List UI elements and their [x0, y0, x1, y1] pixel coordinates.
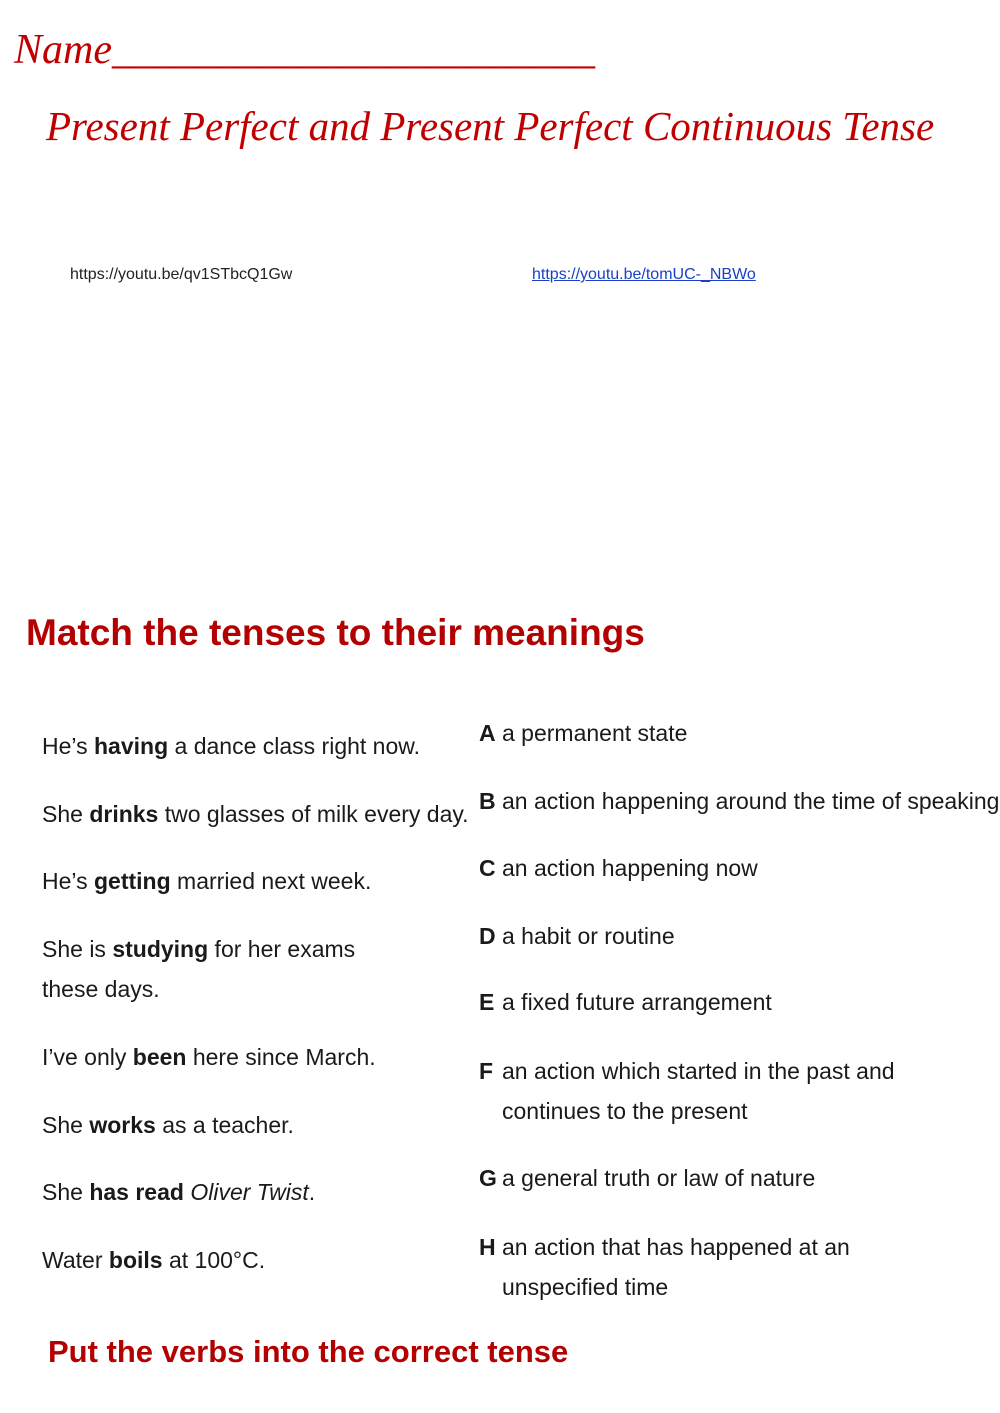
meaning-letter: A [479, 720, 496, 746]
sentence-text: married next week. [170, 868, 372, 894]
sentence-text: two glasses of milk every day. [158, 801, 469, 827]
sentence-verb: having [94, 733, 169, 759]
sentence-text: She [42, 1179, 90, 1205]
meaning-text-continued: continues to the present [502, 1098, 748, 1124]
meaning-text: an action happening around the time of speaking [502, 788, 1000, 814]
sentence-item [42, 1105, 294, 1145]
meaning-letter: E [479, 989, 495, 1015]
meaning-item [479, 1227, 850, 1307]
meaning-text: a habit or routine [502, 923, 675, 949]
sentence-text: a dance class right now. [168, 733, 420, 759]
sentence-item [42, 794, 469, 834]
sentence-verb: has read [89, 1179, 184, 1205]
meaning-item [479, 713, 687, 753]
sentence-verb: boils [108, 1247, 163, 1273]
meaning-item [479, 1051, 895, 1131]
sentence-text: these days. [42, 976, 160, 1002]
meaning-item [479, 848, 758, 888]
sentence-text: Water [42, 1247, 109, 1273]
meaning-letter: D [479, 923, 496, 949]
sentence-item [42, 861, 371, 901]
meaning-text: a permanent state [502, 720, 688, 746]
sentence-item [42, 1037, 376, 1077]
meaning-text: an action happening now [502, 855, 758, 881]
sentence-item [42, 726, 420, 766]
sentence-text: He’s [42, 733, 94, 759]
sentence-text: I’ve only [42, 1044, 133, 1070]
meaning-text: an action which started in the past and [502, 1058, 895, 1084]
sentence-verb: studying [112, 936, 209, 962]
meaning-text: a fixed future arrangement [502, 989, 772, 1015]
match-section-heading: Match the tenses to their meanings [26, 612, 645, 653]
name-field [14, 26, 595, 74]
video-link-1[interactable]: https://youtu.be/qv1STbcQ1Gw [70, 266, 293, 283]
book-title: Oliver Twist [190, 1179, 309, 1205]
name-blank-line[interactable]: _______________________ [112, 27, 595, 73]
meaning-text: a general truth or law of nature [502, 1165, 816, 1191]
sentence-item [42, 1172, 315, 1212]
sentence-text: She [42, 801, 90, 827]
sentence-text: as a teacher. [155, 1112, 294, 1138]
meaning-item [479, 982, 772, 1022]
verbs-section-heading: Put the verbs into the correct tense [48, 1334, 569, 1369]
sentence-verb: drinks [89, 801, 159, 827]
meaning-text-continued: unspecified time [502, 1274, 669, 1300]
video-link-2[interactable]: https://youtu.be/tomUC-_NBWo [532, 266, 756, 283]
sentence-text: for her exams [208, 936, 356, 962]
meaning-text: an action that has happened at an [502, 1234, 850, 1260]
meaning-item [479, 781, 999, 821]
meaning-letter: B [479, 788, 496, 814]
sentence-item [42, 929, 355, 1009]
name-label: Name [14, 27, 112, 73]
sentence-text: here since March. [186, 1044, 376, 1070]
sentence-text: at 100°C. [162, 1247, 266, 1273]
meaning-letter: F [479, 1058, 494, 1084]
sentence-text: He’s [42, 868, 94, 894]
sentence-verb: getting [94, 868, 171, 894]
sentence-verb: works [89, 1112, 156, 1138]
sentence-text: She is [42, 936, 113, 962]
sentence-text: She [42, 1112, 90, 1138]
meaning-letter: G [479, 1165, 497, 1191]
page-title: Present Perfect and Present Perfect Continuous Tense [46, 103, 935, 149]
sentence-text: . [308, 1179, 316, 1205]
meaning-item [479, 1158, 815, 1198]
meaning-item [479, 916, 675, 956]
meaning-letter: C [479, 855, 496, 881]
sentence-verb: been [132, 1044, 187, 1070]
sentence-item [42, 1240, 265, 1280]
meaning-letter: H [479, 1234, 496, 1260]
